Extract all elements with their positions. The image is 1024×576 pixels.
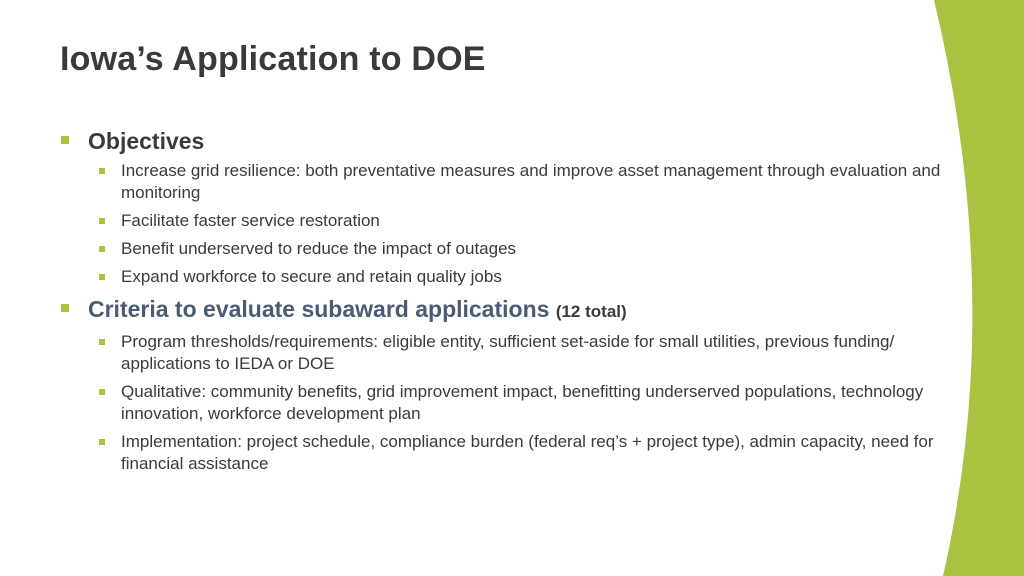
square-bullet-icon [99,339,105,345]
list-item-text: Program thresholds/requirements: eligible entity, sufficient set-aside for small utilities, previous funding/ applications to IEDA or DOE [121,332,895,373]
slide-content [60,126,970,481]
square-bullet-icon [99,168,105,174]
list-item-text: Increase grid resilience: both preventative measures and improve asset management through evaluation and monitoring [121,161,941,202]
square-bullet-icon [99,246,105,252]
list-item-text: Implementation: project schedule, compliance burden (federal req’s + project type), admin capacity, need for financial assistance [121,432,934,473]
list-item [60,238,970,260]
section-heading-objectives [60,126,970,156]
criteria-list [60,331,970,475]
list-item-text: Facilitate faster service restoration [121,211,380,230]
section-heading-text: Objectives [88,128,205,154]
list-item [60,160,970,204]
square-bullet-icon [99,218,105,224]
list-item [60,381,970,425]
section-heading-note: (12 total) [555,302,627,321]
list-item [60,331,970,375]
list-item-text: Qualitative: community benefits, grid improvement impact, benefitting underserved populations, technology innovation, workforce development plan [121,382,924,423]
list-item [60,266,970,288]
square-bullet-icon [99,439,105,445]
list-item-text: Expand workforce to secure and retain quality jobs [121,267,502,286]
list-item [60,431,970,475]
section-heading-text: Criteria to evaluate subaward applications [88,296,550,322]
square-bullet-icon [61,304,69,312]
list-item-text: Benefit underserved to reduce the impact of outages [121,239,517,258]
square-bullet-icon [99,274,105,280]
slide-title: Iowa’s Application to DOE [60,40,486,78]
objectives-list [60,160,970,288]
square-bullet-icon [61,136,69,144]
list-item [60,210,970,232]
section-heading-criteria [60,294,970,327]
square-bullet-icon [99,389,105,395]
